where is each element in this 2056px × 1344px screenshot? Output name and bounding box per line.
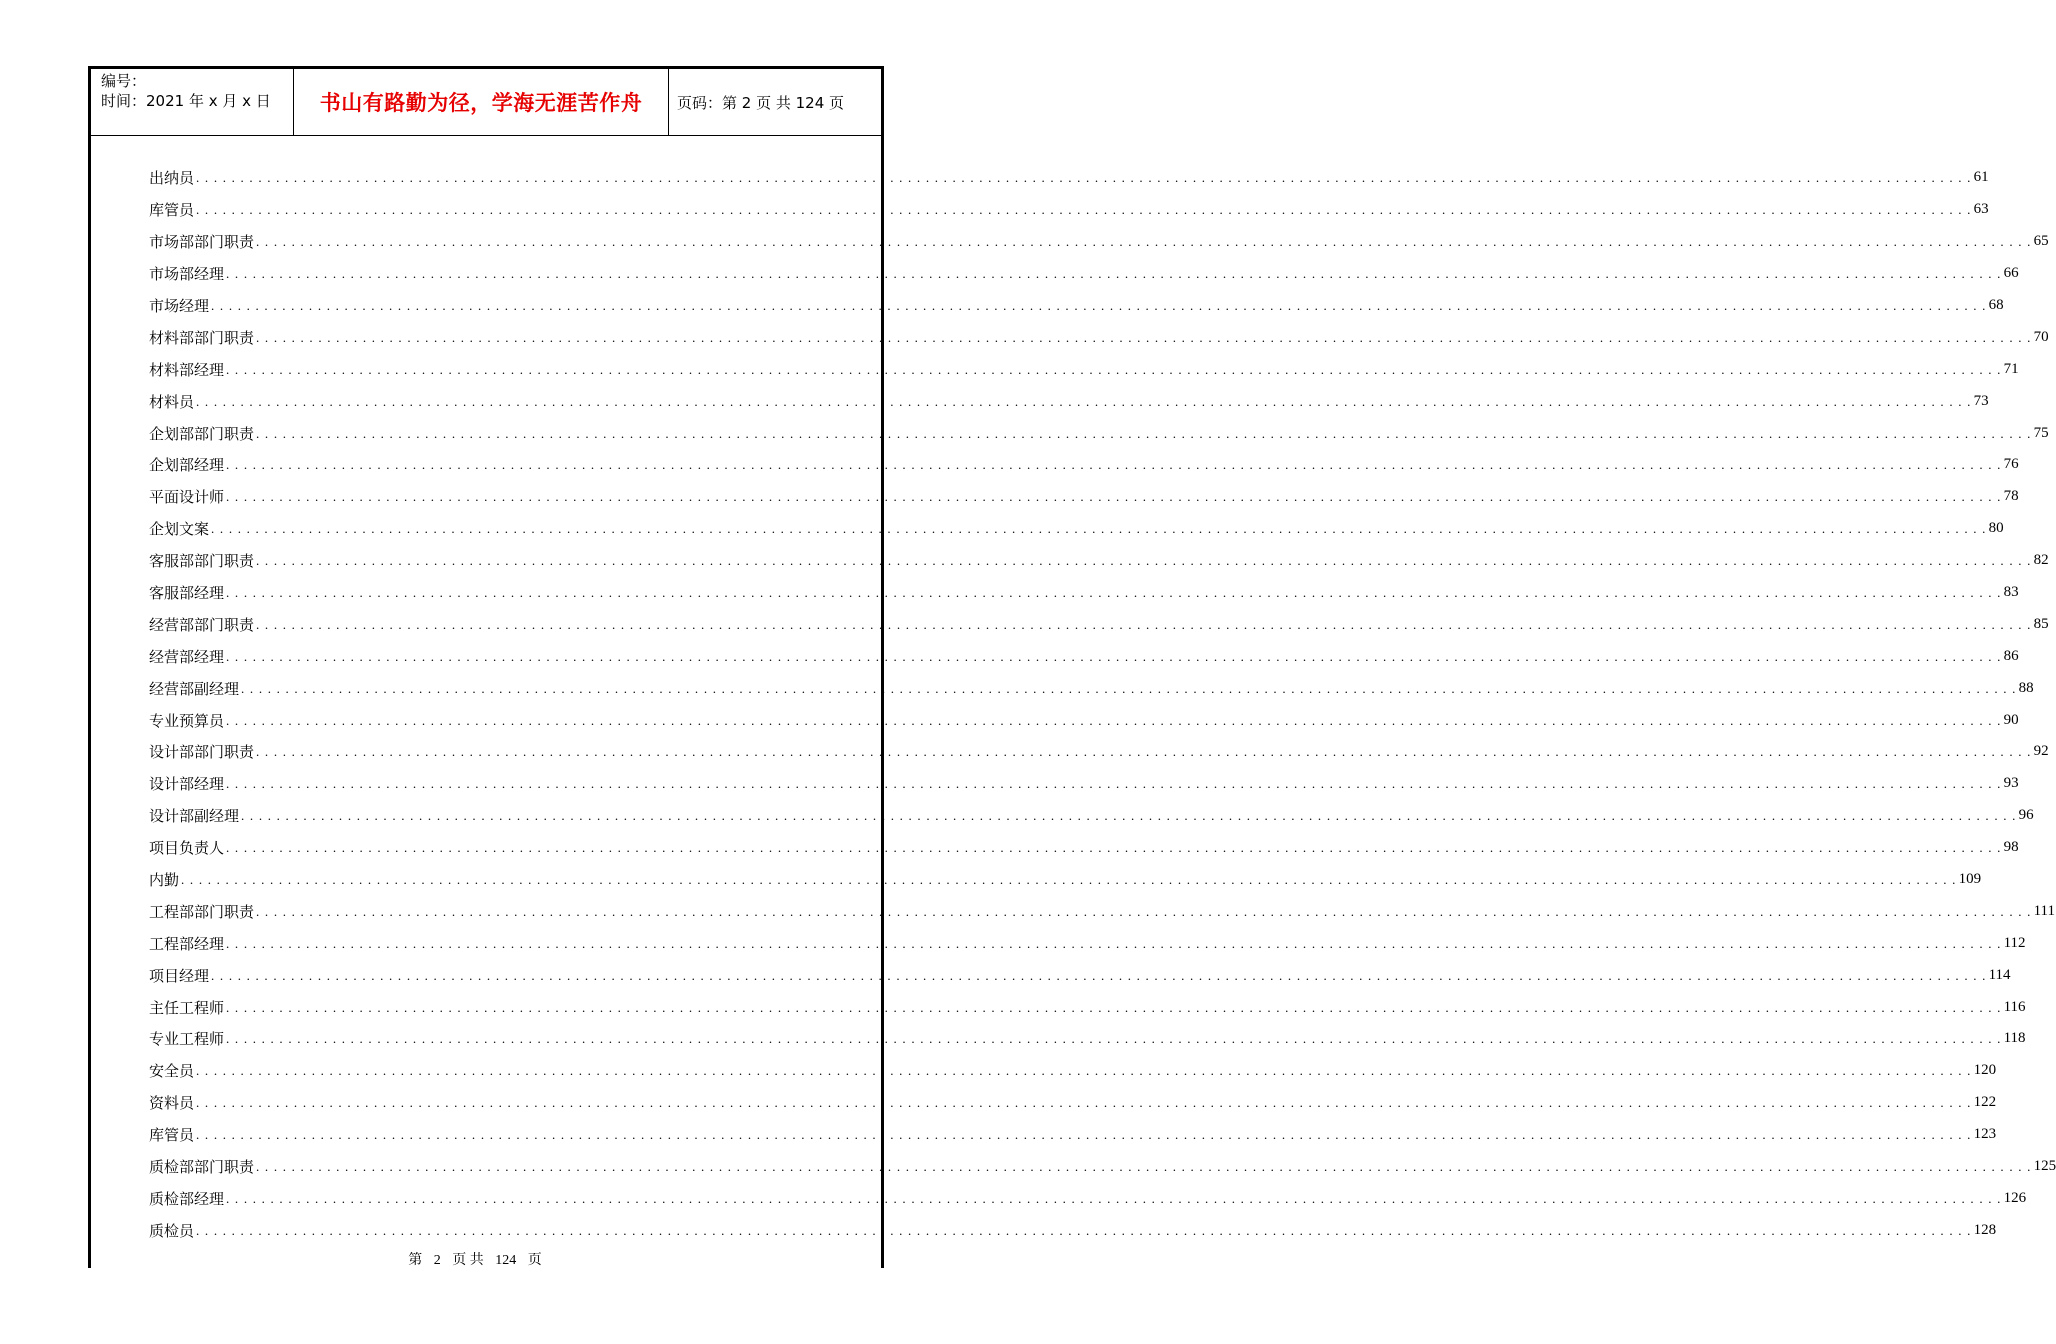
toc-entry-page-number: 82 bbox=[2033, 552, 2049, 569]
toc-entry-title: 库管员 bbox=[149, 1126, 195, 1145]
toc-dot-leader: . . . . . . . . . . . . . . . . . . . . . . . . . . . . . . . . . . . . . . . . . . . . . . . . . . . . . . . . . . . . . . . . . . . . . . . . . . . . . . . . . . . . . . . . . . . . . . . . . . . . . . . . . . . . . . . . . . . . . . . . . . . . . . . . . . . . . . . . . . . . . . . . . . . . . . . . . . . . . . . . . . . . . . . . . . . . . . . . . . . . . . . . . . . . . . . . . . . . . . . . bbox=[226, 648, 2002, 664]
toc-entry-title: 专业预算员 bbox=[149, 711, 225, 730]
toc-dot-leader: . . . . . . . . . . . . . . . . . . . . . . . . . . . . . . . . . . . . . . . . . . . . . . . . . . . . . . . . . . . . . . . . . . . . . . . . . . . . . . . . . . . . . . . . . . . . . . . . . . . . . . . . . . . . . . . . . . . . . . . . . . . . . . . . . . . . . . . . . . . . . . . . . . . . . . . . . . . . . . . . . . . . . . . . . . . . . . . . . . . . . . . . . . . . . . . . . . . . . . . . bbox=[256, 425, 2032, 441]
toc-dot-leader: . . . . . . . . . . . . . . . . . . . . . . . . . . . . . . . . . . . . . . . . . . . . . . . . . . . . . . . . . . . . . . . . . . . . . . . . . . . . . . . . . . . . . . . . . . . . . . . . . . . . . . . . . . . . . . . . . . . . . . . . . . . . . . . . . . . . . . . . . . . . . . . . . . . . . . . . . . . . . . . . . . . . . . . . . . . . . . . . . . . . . . . . . . . . . . . . . . . . . . . . bbox=[226, 776, 2002, 792]
toc-entry[interactable] bbox=[149, 672, 2034, 704]
toc-entry[interactable] bbox=[149, 736, 2049, 768]
toc-entry[interactable] bbox=[149, 959, 2011, 991]
toc-entry-page-number: 111 bbox=[2033, 902, 2055, 919]
toc-entry-page-number: 80 bbox=[1988, 520, 2004, 537]
toc-entry-page-number: 66 bbox=[2003, 265, 2019, 282]
toc-dot-leader: . . . . . . . . . . . . . . . . . . . . . . . . . . . . . . . . . . . . . . . . . . . . . . . . . . . . . . . . . . . . . . . . . . . . . . . . . . . . . . . . . . . . . . . . . . . . . . . . . . . . . . . . . . . . . . . . . . . . . . . . . . . . . . . . . . . . . . . . . . . . . . . . . . . . . . . . . . . . . . . . . . . . . . . . . . . . . . . . . . . . . . . . . . . . . . . . . . . . . . . . bbox=[226, 1190, 2002, 1206]
toc-entry-page-number: 73 bbox=[1973, 392, 1989, 409]
toc-dot-leader: . . . . . . . . . . . . . . . . . . . . . . . . . . . . . . . . . . . . . . . . . . . . . . . . . . . . . . . . . . . . . . . . . . . . . . . . . . . . . . . . . . . . . . . . . . . . . . . . . . . . . . . . . . . . . . . . . . . . . . . . . . . . . . . . . . . . . . . . . . . . . . . . . . . . . . . . . . . . . . . . . . . . . . . . . . . . . . . . . . . . . . . . . . . . . . . . . . . . . . . . bbox=[226, 999, 2002, 1015]
page-header bbox=[91, 69, 881, 136]
header-page-info: 页码：第 2 页 共 124 页 bbox=[677, 93, 845, 112]
toc-entry-title: 市场经理 bbox=[149, 297, 210, 315]
toc-dot-leader: . . . . . . . . . . . . . . . . . . . . . . . . . . . . . . . . . . . . . . . . . . . . . . . . . . . . . . . . . . . . . . . . . . . . . . . . . . . . . . . . . . . . . . . . . . . . . . . . . . . . . . . . . . . . . . . . . . . . . . . . . . . . . . . . . . . . . . . . . . . . . . . . . . . . . . . . . . . . . . . . . . . . . . . . . . . . . . . . . . . . . . . . . . . . . . . . . . . . . . . . bbox=[181, 872, 1957, 888]
toc-dot-leader: . . . . . . . . . . . . . . . . . . . . . . . . . . . . . . . . . . . . . . . . . . . . . . . . . . . . . . . . . . . . . . . . . . . . . . . . . . . . . . . . . . . . . . . . . . . . . . . . . . . . . . . . . . . . . . . . . . . . . . . . . . . . . . . . . . . . . . . . . . . . . . . . . . . . . . . . . . . . . . . . . . . . . . . . . . . . . . . . . . . . . . . . . . . . . . . . . . . . . . . . bbox=[256, 616, 2032, 632]
toc-entry-page-number: 76 bbox=[2003, 456, 2019, 473]
toc-entry-page-number: 78 bbox=[2003, 488, 2019, 505]
toc-entry[interactable] bbox=[149, 226, 2049, 258]
toc-entry-title: 平面设计师 bbox=[149, 488, 225, 507]
toc-entry-title: 安全员 bbox=[149, 1062, 195, 1081]
toc-entry-page-number: 92 bbox=[2033, 743, 2049, 760]
toc-entry[interactable] bbox=[149, 640, 2019, 672]
toc-entry-title: 设计部经理 bbox=[149, 775, 225, 794]
toc-entry-page-number: 118 bbox=[2003, 1030, 2026, 1047]
toc-entry[interactable] bbox=[149, 481, 2019, 513]
toc-entry[interactable] bbox=[149, 162, 1989, 194]
toc-entry-title: 专业工程师 bbox=[149, 1030, 225, 1049]
toc-entry[interactable] bbox=[149, 1214, 1997, 1246]
toc-entry-title: 客服部经理 bbox=[149, 584, 225, 603]
toc-dot-leader: . . . . . . . . . . . . . . . . . . . . . . . . . . . . . . . . . . . . . . . . . . . . . . . . . . . . . . . . . . . . . . . . . . . . . . . . . . . . . . . . . . . . . . . . . . . . . . . . . . . . . . . . . . . . . . . . . . . . . . . . . . . . . . . . . . . . . . . . . . . . . . . . . . . . . . . . . . . . . . . . . . . . . . . . . . . . . . . . . . . . . . . . . . . . . . . . . . . . . . . . bbox=[196, 1222, 1972, 1238]
toc-entry[interactable] bbox=[149, 258, 2019, 290]
toc-entry[interactable] bbox=[149, 800, 2034, 832]
toc-entry-title: 市场部部门职责 bbox=[149, 233, 255, 252]
toc-dot-leader: . . . . . . . . . . . . . . . . . . . . . . . . . . . . . . . . . . . . . . . . . . . . . . . . . . . . . . . . . . . . . . . . . . . . . . . . . . . . . . . . . . . . . . . . . . . . . . . . . . . . . . . . . . . . . . . . . . . . . . . . . . . . . . . . . . . . . . . . . . . . . . . . . . . . . . . . . . . . . . . . . . . . . . . . . . . . . . . . . . . . . . . . . . . . . . . . . . . . . . . . bbox=[196, 1127, 1972, 1143]
toc-dot-leader: . . . . . . . . . . . . . . . . . . . . . . . . . . . . . . . . . . . . . . . . . . . . . . . . . . . . . . . . . . . . . . . . . . . . . . . . . . . . . . . . . . . . . . . . . . . . . . . . . . . . . . . . . . . . . . . . . . . . . . . . . . . . . . . . . . . . . . . . . . . . . . . . . . . . . . . . . . . . . . . . . . . . . . . . . . . . . . . . . . . . . . . . . . . . . . . . . . . . . . . . bbox=[256, 553, 2032, 569]
toc-entry-title: 经营部副经理 bbox=[149, 679, 240, 698]
toc-entry-page-number: 112 bbox=[2003, 934, 2026, 951]
toc-entry[interactable] bbox=[149, 704, 2019, 736]
toc-dot-leader: . . . . . . . . . . . . . . . . . . . . . . . . . . . . . . . . . . . . . . . . . . . . . . . . . . . . . . . . . . . . . . . . . . . . . . . . . . . . . . . . . . . . . . . . . . . . . . . . . . . . . . . . . . . . . . . . . . . . . . . . . . . . . . . . . . . . . . . . . . . . . . . . . . . . . . . . . . . . . . . . . . . . . . . . . . . . . . . . . . . . . . . . . . . . . . . . . . . . . . . . bbox=[226, 840, 2002, 856]
toc-entry[interactable] bbox=[149, 385, 1989, 417]
toc-dot-leader: . . . . . . . . . . . . . . . . . . . . . . . . . . . . . . . . . . . . . . . . . . . . . . . . . . . . . . . . . . . . . . . . . . . . . . . . . . . . . . . . . . . . . . . . . . . . . . . . . . . . . . . . . . . . . . . . . . . . . . . . . . . . . . . . . . . . . . . . . . . . . . . . . . . . . . . . . . . . . . . . . . . . . . . . . . . . . . . . . . . . . . . . . . . . . . . . . . . . . . . . bbox=[226, 457, 2002, 473]
toc-entry-title: 主任工程师 bbox=[149, 998, 225, 1017]
toc-entry[interactable] bbox=[149, 545, 2049, 577]
toc-dot-leader: . . . . . . . . . . . . . . . . . . . . . . . . . . . . . . . . . . . . . . . . . . . . . . . . . . . . . . . . . . . . . . . . . . . . . . . . . . . . . . . . . . . . . . . . . . . . . . . . . . . . . . . . . . . . . . . . . . . . . . . . . . . . . . . . . . . . . . . . . . . . . . . . . . . . . . . . . . . . . . . . . . . . . . . . . . . . . . . . . . . . . . . . . . . . . . . . . . . . . . . . bbox=[196, 1095, 1972, 1111]
toc-entry-title: 质检员 bbox=[149, 1221, 195, 1240]
document-number-label: 编号： bbox=[101, 72, 147, 90]
toc-dot-leader: . . . . . . . . . . . . . . . . . . . . . . . . . . . . . . . . . . . . . . . . . . . . . . . . . . . . . . . . . . . . . . . . . . . . . . . . . . . . . . . . . . . . . . . . . . . . . . . . . . . . . . . . . . . . . . . . . . . . . . . . . . . . . . . . . . . . . . . . . . . . . . . . . . . . . . . . . . . . . . . . . . . . . . . . . . . . . . . . . . . . . . . . . . . . . . . . . . . . . . . . bbox=[241, 680, 2017, 696]
toc-entry[interactable] bbox=[149, 991, 2026, 1023]
toc-dot-leader: . . . . . . . . . . . . . . . . . . . . . . . . . . . . . . . . . . . . . . . . . . . . . . . . . . . . . . . . . . . . . . . . . . . . . . . . . . . . . . . . . . . . . . . . . . . . . . . . . . . . . . . . . . . . . . . . . . . . . . . . . . . . . . . . . . . . . . . . . . . . . . . . . . . . . . . . . . . . . . . . . . . . . . . . . . . . . . . . . . . . . . . . . . . . . . . . . . . . . . . . bbox=[226, 935, 2002, 951]
toc-entry-title: 材料员 bbox=[149, 392, 195, 411]
toc-entry-page-number: 93 bbox=[2003, 775, 2019, 792]
toc-dot-leader: . . . . . . . . . . . . . . . . . . . . . . . . . . . . . . . . . . . . . . . . . . . . . . . . . . . . . . . . . . . . . . . . . . . . . . . . . . . . . . . . . . . . . . . . . . . . . . . . . . . . . . . . . . . . . . . . . . . . . . . . . . . . . . . . . . . . . . . . . . . . . . . . . . . . . . . . . . . . . . . . . . . . . . . . . . . . . . . . . . . . . . . . . . . . . . . . . . . . . . . . bbox=[211, 521, 1987, 537]
toc-entry[interactable] bbox=[149, 1023, 2026, 1055]
table-of-contents bbox=[149, 162, 2056, 1246]
toc-entry[interactable] bbox=[149, 1183, 2027, 1215]
header-divider bbox=[668, 69, 669, 136]
toc-entry[interactable] bbox=[149, 895, 2055, 927]
toc-entry-title: 企划部部门职责 bbox=[149, 424, 255, 443]
toc-entry-title: 项目经理 bbox=[149, 966, 210, 985]
toc-entry-title: 内勤 bbox=[149, 871, 180, 890]
toc-entry-title: 经营部经理 bbox=[149, 647, 225, 666]
toc-entry-page-number: 90 bbox=[2003, 711, 2019, 728]
toc-entry-page-number: 109 bbox=[1958, 871, 1982, 888]
toc-entry-page-number: 65 bbox=[2033, 233, 2049, 250]
header-motto: 书山有路勤为径，学海无涯苦作舟 bbox=[319, 91, 643, 115]
toc-dot-leader: . . . . . . . . . . . . . . . . . . . . . . . . . . . . . . . . . . . . . . . . . . . . . . . . . . . . . . . . . . . . . . . . . . . . . . . . . . . . . . . . . . . . . . . . . . . . . . . . . . . . . . . . . . . . . . . . . . . . . . . . . . . . . . . . . . . . . . . . . . . . . . . . . . . . . . . . . . . . . . . . . . . . . . . . . . . . . . . . . . . . . . . . . . . . . . . . . . . . . . . . bbox=[256, 329, 2032, 345]
toc-entry-page-number: 122 bbox=[1973, 1094, 1997, 1111]
toc-entry[interactable] bbox=[149, 321, 2049, 353]
toc-entry-title: 企划文案 bbox=[149, 520, 210, 539]
page-frame-left bbox=[88, 66, 91, 1268]
toc-entry-title: 工程部经理 bbox=[149, 934, 225, 953]
toc-entry-page-number: 86 bbox=[2003, 647, 2019, 664]
toc-entry-title: 设计部副经理 bbox=[149, 807, 240, 826]
toc-entry-title: 经营部部门职责 bbox=[149, 615, 255, 634]
toc-entry-page-number: 98 bbox=[2003, 839, 2019, 856]
toc-entry-title: 项目负责人 bbox=[149, 839, 225, 858]
toc-entry-page-number: 126 bbox=[2003, 1189, 2027, 1206]
toc-entry-page-number: 114 bbox=[1988, 966, 2011, 983]
footer-middle: 页 共 bbox=[452, 1253, 484, 1268]
toc-entry[interactable] bbox=[149, 768, 2019, 800]
footer-current-page: 2 bbox=[433, 1253, 441, 1268]
toc-dot-leader: . . . . . . . . . . . . . . . . . . . . . . . . . . . . . . . . . . . . . . . . . . . . . . . . . . . . . . . . . . . . . . . . . . . . . . . . . . . . . . . . . . . . . . . . . . . . . . . . . . . . . . . . . . . . . . . . . . . . . . . . . . . . . . . . . . . . . . . . . . . . . . . . . . . . . . . . . . . . . . . . . . . . . . . . . . . . . . . . . . . . . . . . . . . . . . . . . . . . . . . . bbox=[226, 361, 2002, 377]
toc-entry[interactable] bbox=[149, 353, 2019, 385]
toc-entry[interactable] bbox=[149, 864, 1982, 896]
toc-entry-page-number: 61 bbox=[1973, 169, 1989, 186]
toc-entry-page-number: 68 bbox=[1988, 297, 2004, 313]
toc-entry[interactable] bbox=[149, 1055, 1997, 1087]
toc-dot-leader: . . . . . . . . . . . . . . . . . . . . . . . . . . . . . . . . . . . . . . . . . . . . . . . . . . . . . . . . . . . . . . . . . . . . . . . . . . . . . . . . . . . . . . . . . . . . . . . . . . . . . . . . . . . . . . . . . . . . . . . . . . . . . . . . . . . . . . . . . . . . . . . . . . . . . . . . . . . . . . . . . . . . . . . . . . . . . . . . . . . . . . . . . . . . . . . . . . . . . . . . bbox=[211, 967, 1987, 983]
toc-entry-page-number: 70 bbox=[2033, 328, 2049, 345]
toc-dot-leader: . . . . . . . . . . . . . . . . . . . . . . . . . . . . . . . . . . . . . . . . . . . . . . . . . . . . . . . . . . . . . . . . . . . . . . . . . . . . . . . . . . . . . . . . . . . . . . . . . . . . . . . . . . . . . . . . . . . . . . . . . . . . . . . . . . . . . . . . . . . . . . . . . . . . . . . . . . . . . . . . . . . . . . . . . . . . . . . . . . . . . . . . . . . . . . . . . . . . . . . . bbox=[196, 1063, 1972, 1079]
toc-dot-leader: . . . . . . . . . . . . . . . . . . . . . . . . . . . . . . . . . . . . . . . . . . . . . . . . . . . . . . . . . . . . . . . . . . . . . . . . . . . . . . . . . . . . . . . . . . . . . . . . . . . . . . . . . . . . . . . . . . . . . . . . . . . . . . . . . . . . . . . . . . . . . . . . . . . . . . . . . . . . . . . . . . . . . . . . . . . . . . . . . . . . . . . . . . . . . . . . . . . . . . . . bbox=[256, 744, 2032, 760]
toc-entry-title: 出纳员 bbox=[149, 169, 195, 188]
toc-entry-page-number: 120 bbox=[1973, 1062, 1997, 1079]
toc-entry[interactable] bbox=[149, 513, 2004, 545]
toc-dot-leader: . . . . . . . . . . . . . . . . . . . . . . . . . . . . . . . . . . . . . . . . . . . . . . . . . . . . . . . . . . . . . . . . . . . . . . . . . . . . . . . . . . . . . . . . . . . . . . . . . . . . . . . . . . . . . . . . . . . . . . . . . . . . . . . . . . . . . . . . . . . . . . . . . . . . . . . . . . . . . . . . . . . . . . . . . . . . . . . . . . . . . . . . . . . . . . . . . . . . . . . . bbox=[196, 202, 1972, 218]
toc-entry-page-number: 83 bbox=[2003, 584, 2019, 601]
document-time-label: 时间：2021 年 x 月 x 日 bbox=[101, 92, 271, 110]
toc-entry-title: 质检部部门职责 bbox=[149, 1158, 255, 1177]
toc-entry-title: 材料部部门职责 bbox=[149, 328, 255, 347]
toc-entry[interactable] bbox=[149, 1119, 1997, 1151]
toc-entry-title: 企划部经理 bbox=[149, 456, 225, 475]
header-bottom-rule bbox=[91, 135, 881, 136]
toc-dot-leader: . . . . . . . . . . . . . . . . . . . . . . . . . . . . . . . . . . . . . . . . . . . . . . . . . . . . . . . . . . . . . . . . . . . . . . . . . . . . . . . . . . . . . . . . . . . . . . . . . . . . . . . . . . . . . . . . . . . . . . . . . . . . . . . . . . . . . . . . . . . . . . . . . . . . . . . . . . . . . . . . . . . . . . . . . . . . . . . . . . . . . . . . . . . . . . . . . . . . . . . . bbox=[226, 585, 2002, 601]
toc-entry-page-number: 123 bbox=[1973, 1126, 1997, 1143]
toc-entry[interactable] bbox=[149, 832, 2019, 864]
toc-entry-page-number: 125 bbox=[2033, 1158, 2056, 1175]
toc-entry[interactable] bbox=[149, 577, 2019, 609]
toc-entry[interactable] bbox=[149, 449, 2019, 481]
toc-entry-page-number: 88 bbox=[2018, 679, 2034, 696]
toc-dot-leader: . . . . . . . . . . . . . . . . . . . . . . . . . . . . . . . . . . . . . . . . . . . . . . . . . . . . . . . . . . . . . . . . . . . . . . . . . . . . . . . . . . . . . . . . . . . . . . . . . . . . . . . . . . . . . . . . . . . . . . . . . . . . . . . . . . . . . . . . . . . . . . . . . . . . . . . . . . . . . . . . . . . . . . . . . . . . . . . . . . . . . . . . . . . . . . . . . . . . . . . . bbox=[256, 1159, 2032, 1175]
toc-dot-leader: . . . . . . . . . . . . . . . . . . . . . . . . . . . . . . . . . . . . . . . . . . . . . . . . . . . . . . . . . . . . . . . . . . . . . . . . . . . . . . . . . . . . . . . . . . . . . . . . . . . . . . . . . . . . . . . . . . . . . . . . . . . . . . . . . . . . . . . . . . . . . . . . . . . . . . . . . . . . . . . . . . . . . . . . . . . . . . . . . . . . . . . . . . . . . . . . . . . . . . . . bbox=[196, 170, 1972, 186]
toc-entry-page-number: 71 bbox=[2003, 360, 2019, 377]
toc-entry-title: 质检部经理 bbox=[149, 1189, 225, 1208]
toc-entry[interactable] bbox=[149, 608, 2049, 640]
toc-dot-leader: . . . . . . . . . . . . . . . . . . . . . . . . . . . . . . . . . . . . . . . . . . . . . . . . . . . . . . . . . . . . . . . . . . . . . . . . . . . . . . . . . . . . . . . . . . . . . . . . . . . . . . . . . . . . . . . . . . . . . . . . . . . . . . . . . . . . . . . . . . . . . . . . . . . . . . . . . . . . . . . . . . . . . . . . . . . . . . . . . . . . . . . . . . . . . . . . . . . . . . . . bbox=[241, 808, 2017, 824]
toc-entry-title: 客服部部门职责 bbox=[149, 552, 255, 571]
toc-entry[interactable] bbox=[149, 194, 1989, 226]
toc-entry-page-number: 63 bbox=[1973, 201, 1989, 218]
toc-entry-title: 设计部部门职责 bbox=[149, 743, 255, 762]
toc-entry-page-number: 75 bbox=[2033, 424, 2049, 441]
toc-entry-page-number: 96 bbox=[2018, 807, 2034, 824]
toc-entry-title: 库管员 bbox=[149, 201, 195, 220]
toc-entry-page-number: 85 bbox=[2033, 615, 2049, 632]
toc-entry[interactable] bbox=[149, 417, 2049, 449]
toc-dot-leader: . . . . . . . . . . . . . . . . . . . . . . . . . . . . . . . . . . . . . . . . . . . . . . . . . . . . . . . . . . . . . . . . . . . . . . . . . . . . . . . . . . . . . . . . . . . . . . . . . . . . . . . . . . . . . . . . . . . . . . . . . . . . . . . . . . . . . . . . . . . . . . . . . . . . . . . . . . . . . . . . . . . . . . . . . . . . . . . . . . . . . . . . . . . . . . . . . . . . . . . . bbox=[226, 266, 2002, 282]
toc-entry-title: 资料员 bbox=[149, 1094, 195, 1113]
toc-entry[interactable] bbox=[149, 1151, 2056, 1183]
toc-dot-leader: . . . . . . . . . . . . . . . . . . . . . . . . . . . . . . . . . . . . . . . . . . . . . . . . . . . . . . . . . . . . . . . . . . . . . . . . . . . . . . . . . . . . . . . . . . . . . . . . . . . . . . . . . . . . . . . . . . . . . . . . . . . . . . . . . . . . . . . . . . . . . . . . . . . . . . . . . . . . . . . . . . . . . . . . . . . . . . . . . . . . . . . . . . . . . . . . . . . . . . . . bbox=[211, 298, 1987, 313]
header-meta bbox=[101, 71, 291, 111]
toc-dot-leader: . . . . . . . . . . . . . . . . . . . . . . . . . . . . . . . . . . . . . . . . . . . . . . . . . . . . . . . . . . . . . . . . . . . . . . . . . . . . . . . . . . . . . . . . . . . . . . . . . . . . . . . . . . . . . . . . . . . . . . . . . . . . . . . . . . . . . . . . . . . . . . . . . . . . . . . . . . . . . . . . . . . . . . . . . . . . . . . . . . . . . . . . . . . . . . . . . . . . . . . . bbox=[196, 393, 1972, 409]
toc-entry[interactable] bbox=[149, 927, 2026, 959]
toc-dot-leader: . . . . . . . . . . . . . . . . . . . . . . . . . . . . . . . . . . . . . . . . . . . . . . . . . . . . . . . . . . . . . . . . . . . . . . . . . . . . . . . . . . . . . . . . . . . . . . . . . . . . . . . . . . . . . . . . . . . . . . . . . . . . . . . . . . . . . . . . . . . . . . . . . . . . . . . . . . . . . . . . . . . . . . . . . . . . . . . . . . . . . . . . . . . . . . . . . . . . . . . . bbox=[226, 489, 2002, 505]
toc-dot-leader: . . . . . . . . . . . . . . . . . . . . . . . . . . . . . . . . . . . . . . . . . . . . . . . . . . . . . . . . . . . . . . . . . . . . . . . . . . . . . . . . . . . . . . . . . . . . . . . . . . . . . . . . . . . . . . . . . . . . . . . . . . . . . . . . . . . . . . . . . . . . . . . . . . . . . . . . . . . . . . . . . . . . . . . . . . . . . . . . . . . . . . . . . . . . . . . . . . . . . . . . bbox=[226, 712, 2002, 728]
toc-dot-leader: . . . . . . . . . . . . . . . . . . . . . . . . . . . . . . . . . . . . . . . . . . . . . . . . . . . . . . . . . . . . . . . . . . . . . . . . . . . . . . . . . . . . . . . . . . . . . . . . . . . . . . . . . . . . . . . . . . . . . . . . . . . . . . . . . . . . . . . . . . . . . . . . . . . . . . . . . . . . . . . . . . . . . . . . . . . . . . . . . . . . . . . . . . . . . . . . . . . . . . . . bbox=[226, 1031, 2002, 1047]
toc-entry[interactable] bbox=[149, 1087, 1997, 1119]
toc-entry-page-number: 116 bbox=[2003, 998, 2026, 1015]
toc-entry-title: 市场部经理 bbox=[149, 265, 225, 284]
page-footer bbox=[0, 1249, 950, 1269]
toc-dot-leader: . . . . . . . . . . . . . . . . . . . . . . . . . . . . . . . . . . . . . . . . . . . . . . . . . . . . . . . . . . . . . . . . . . . . . . . . . . . . . . . . . . . . . . . . . . . . . . . . . . . . . . . . . . . . . . . . . . . . . . . . . . . . . . . . . . . . . . . . . . . . . . . . . . . . . . . . . . . . . . . . . . . . . . . . . . . . . . . . . . . . . . . . . . . . . . . . . . . . . . . . bbox=[256, 903, 2032, 919]
toc-dot-leader: . . . . . . . . . . . . . . . . . . . . . . . . . . . . . . . . . . . . . . . . . . . . . . . . . . . . . . . . . . . . . . . . . . . . . . . . . . . . . . . . . . . . . . . . . . . . . . . . . . . . . . . . . . . . . . . . . . . . . . . . . . . . . . . . . . . . . . . . . . . . . . . . . . . . . . . . . . . . . . . . . . . . . . . . . . . . . . . . . . . . . . . . . . . . . . . . . . . . . . . . bbox=[256, 234, 2032, 250]
toc-entry-title: 工程部部门职责 bbox=[149, 902, 255, 921]
footer-prefix: 第 bbox=[408, 1253, 423, 1268]
footer-total-pages: 124 bbox=[495, 1253, 517, 1268]
toc-entry-title: 材料部经理 bbox=[149, 360, 225, 379]
footer-suffix: 页 bbox=[527, 1253, 542, 1268]
toc-entry[interactable] bbox=[149, 290, 2004, 322]
toc-entry-page-number: 128 bbox=[1973, 1221, 1997, 1238]
